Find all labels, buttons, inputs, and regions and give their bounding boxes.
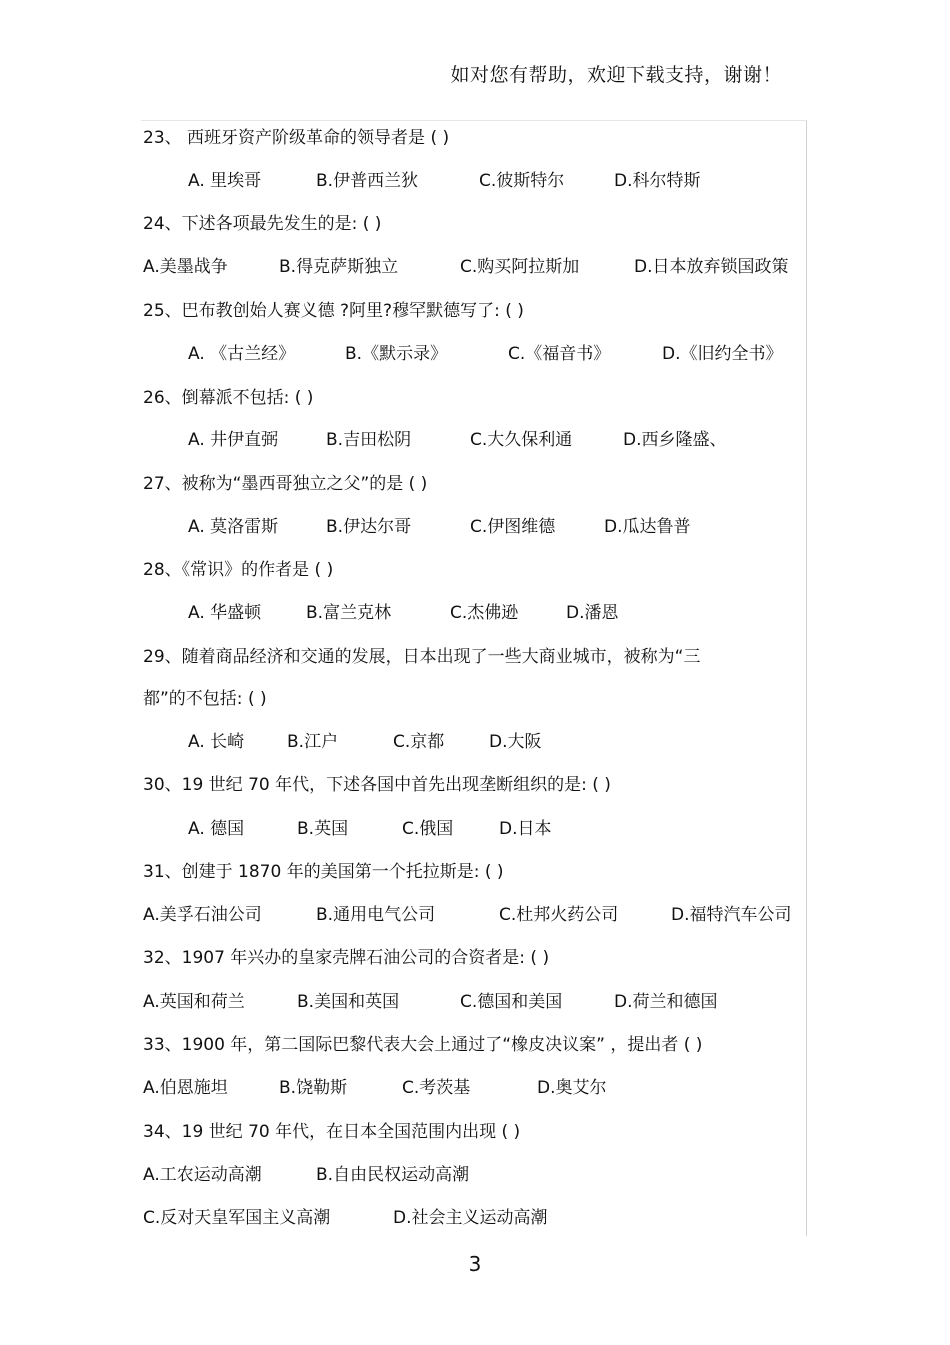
q28-option-b: B.富兰克林 <box>306 603 392 623</box>
q28-option-d: D.潘恩 <box>566 603 619 623</box>
q26-option-a: A. 井伊直弼 <box>188 430 279 450</box>
q32-option-a: A.英国和荷兰 <box>143 992 245 1012</box>
question-25: 25、巴布教创始人赛义德 ?阿里?穆罕默德写了: ( ) <box>143 301 524 321</box>
q27-option-b: B.伊达尔哥 <box>326 517 412 537</box>
question-33: 33、1900 年，第二国际巴黎代表大会上通过了“橡皮决议案” ，提出者 ( ) <box>143 1035 703 1055</box>
question-32: 32、1907 年兴办的皇家壳牌石油公司的合资者是: ( ) <box>143 948 550 968</box>
q34-option-a: A.工农运动高潮 <box>143 1165 262 1185</box>
q28-option-c: C.杰佛逊 <box>450 603 519 623</box>
q29-option-b: B.江户 <box>287 732 339 752</box>
q29-option-d: D.大阪 <box>489 732 542 752</box>
q27-option-a: A. 莫洛雷斯 <box>188 517 279 537</box>
page-number: 3 <box>468 1252 482 1276</box>
q29-option-c: C.京都 <box>393 732 445 752</box>
q27-option-c: C.伊图维德 <box>470 517 556 537</box>
q23-option-b: B.伊普西兰狄 <box>316 171 419 191</box>
q30-option-b: B.英国 <box>297 819 349 839</box>
q24-option-d: D.日本放弃锁国政策 <box>634 257 789 277</box>
q31-option-a: A.美孚石油公司 <box>143 905 262 925</box>
q32-option-b: B.美国和英国 <box>297 992 400 1012</box>
q31-option-b: B.通用电气公司 <box>316 905 436 925</box>
q26-option-b: B.吉田松阴 <box>326 430 412 450</box>
q23-option-d: D.科尔特斯 <box>614 171 701 191</box>
q27-option-d: D.瓜达鲁普 <box>604 517 691 537</box>
q33-option-c: C.考茨基 <box>402 1078 471 1098</box>
q32-option-c: C.德国和美国 <box>460 992 563 1012</box>
q34-option-b: B.自由民权运动高潮 <box>316 1165 470 1185</box>
question-31: 31、创建于 1870 年的美国第一个托拉斯是: ( ) <box>143 862 504 882</box>
q33-option-b: B.饶勒斯 <box>279 1078 348 1098</box>
question-28: 28、《常识》的作者是 ( ) <box>143 560 334 580</box>
q24-option-b: B.得克萨斯独立 <box>279 257 399 277</box>
q23-option-a: A. 里埃哥 <box>188 171 262 191</box>
q23-option-c: C.彼斯特尔 <box>479 171 565 191</box>
question-29: 29、随着商品经济和交通的发展，日本出现了一些大商业城市，被称为“三 <box>143 647 701 667</box>
question-24: 24、下述各项最先发生的是: ( ) <box>143 214 382 234</box>
q31-option-d: D.福特汽车公司 <box>671 905 792 925</box>
q25-option-b: B.《默示录》 <box>345 344 448 364</box>
q24-option-c: C.购买阿拉斯加 <box>460 257 580 277</box>
question-26: 26、倒幕派不包括: ( ) <box>143 388 314 408</box>
q26-option-c: C.大久保利通 <box>470 430 573 450</box>
q29-option-a: A. 长崎 <box>188 732 245 752</box>
q28-option-a: A. 华盛顿 <box>188 603 262 623</box>
question-23: 23、 西班牙资产阶级革命的领导者是 ( ) <box>143 128 450 148</box>
q34-option-c: C.反对天皇军国主义高潮 <box>143 1208 331 1228</box>
question-27: 27、被称为“墨西哥独立之父”的是 ( ) <box>143 474 428 494</box>
q25-option-d: D.《旧约全书》 <box>662 344 783 364</box>
q32-option-d: D.荷兰和德国 <box>614 992 718 1012</box>
content-frame <box>141 120 807 1236</box>
q30-option-d: D.日本 <box>499 819 552 839</box>
q25-option-c: C.《福音书》 <box>508 344 611 364</box>
q31-option-c: C.杜邦火药公司 <box>499 905 619 925</box>
q24-option-a: A.美墨战争 <box>143 257 228 277</box>
q33-option-a: A.伯恩施坦 <box>143 1078 228 1098</box>
q34-option-d: D.社会主义运动高潮 <box>393 1208 548 1228</box>
q30-option-a: A. 德国 <box>188 819 245 839</box>
q25-option-a: A. 《古兰经》 <box>188 344 296 364</box>
question-29-continued: 都”的不包括: ( ) <box>143 689 267 709</box>
q30-option-c: C.俄国 <box>402 819 454 839</box>
q33-option-d: D.奥艾尔 <box>537 1078 607 1098</box>
page-header: 如对您有帮助，欢迎下载支持，谢谢！ <box>450 64 782 86</box>
q26-option-d: D.西乡隆盛、 <box>623 430 727 450</box>
question-30: 30、19 世纪 70 年代，下述各国中首先出现垄断组织的是: ( ) <box>143 775 611 795</box>
question-34: 34、19 世纪 70 年代，在日本全国范围内出现 ( ) <box>143 1122 521 1142</box>
